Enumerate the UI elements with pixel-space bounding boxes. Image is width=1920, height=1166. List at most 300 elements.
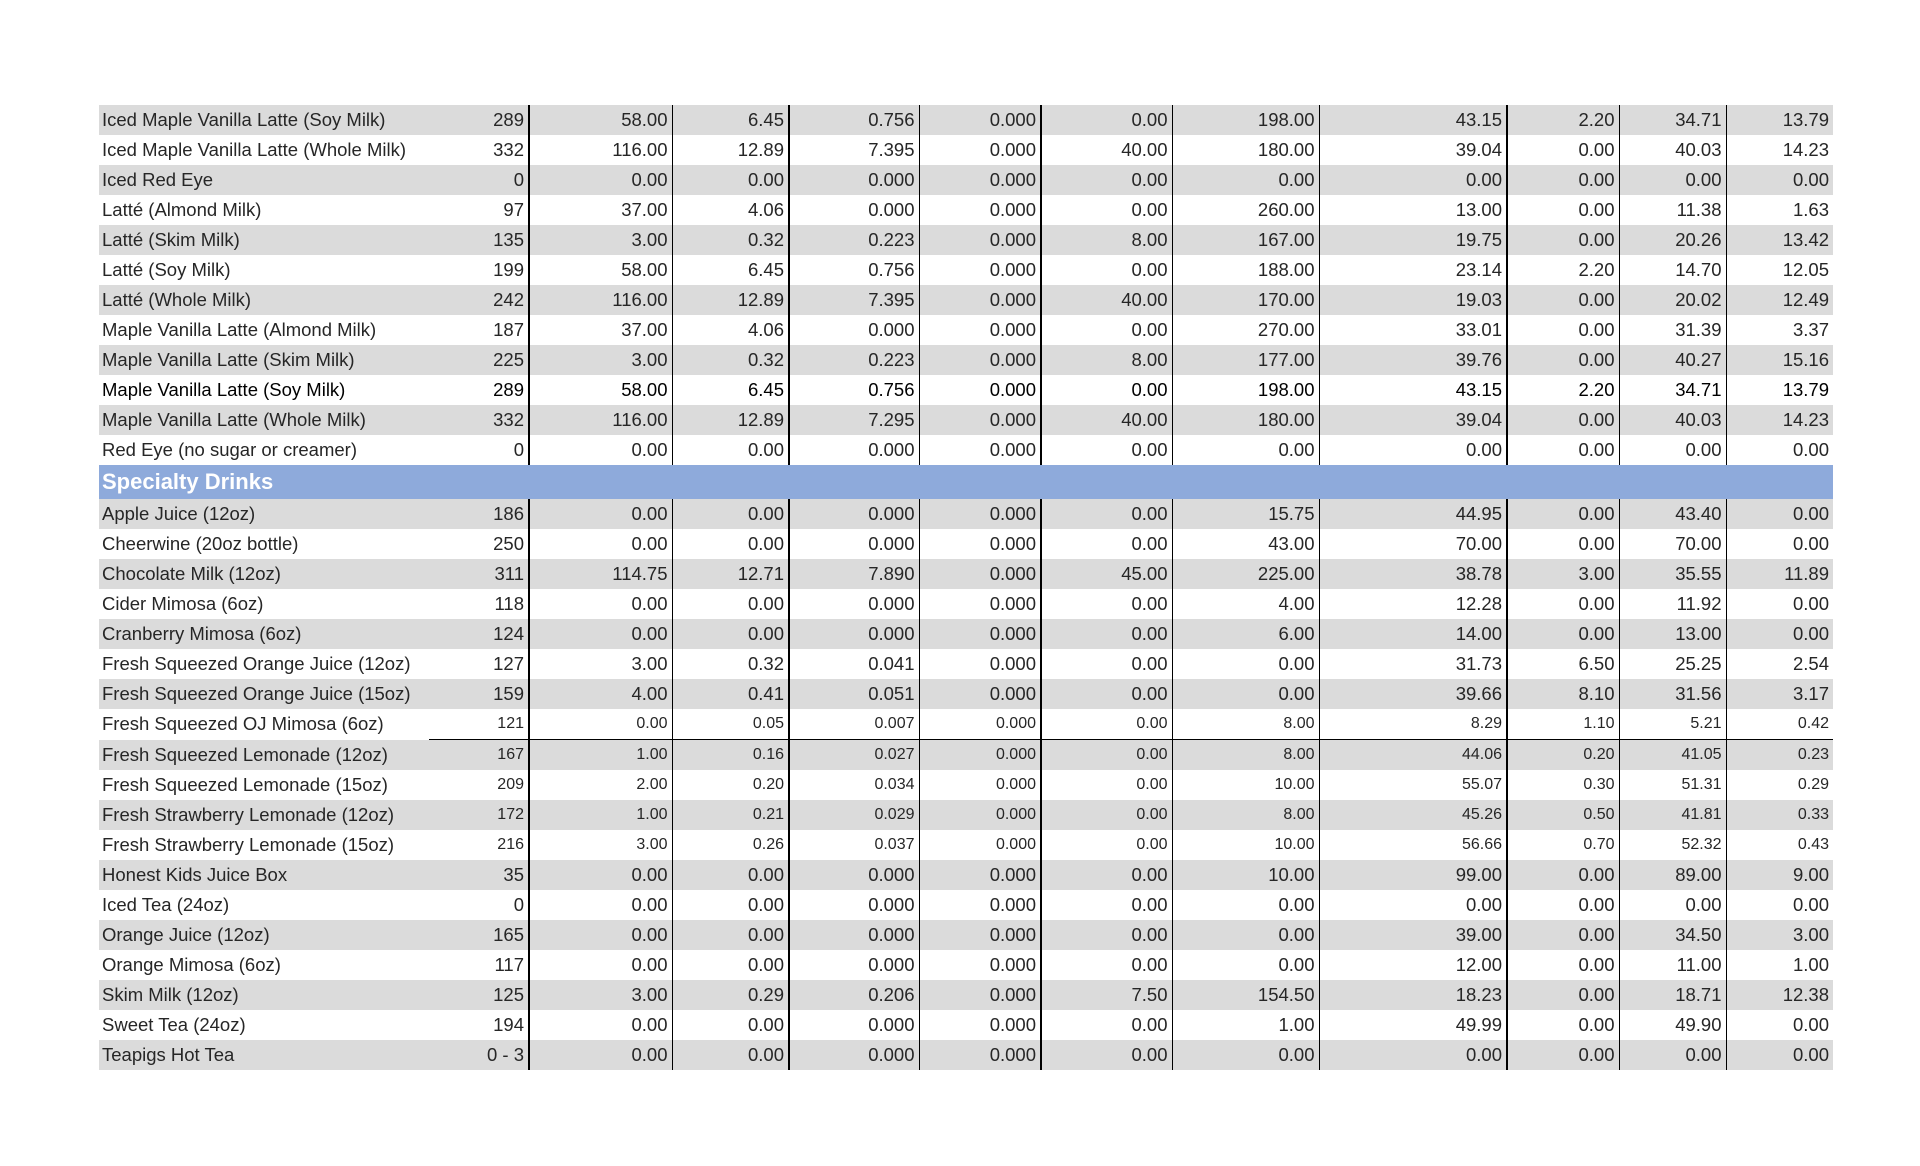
value-cell: 8.00 [1172, 709, 1319, 740]
value-cell: 159 [429, 679, 529, 709]
item-name-cell: Cranberry Mimosa (6oz) [99, 619, 429, 649]
value-cell: 0.00 [1319, 165, 1507, 195]
value-cell: 0.000 [789, 1040, 919, 1070]
value-cell: 43.40 [1619, 499, 1726, 529]
table-row [99, 709, 1833, 740]
value-cell: 4.00 [529, 679, 672, 709]
table-row [99, 1010, 1833, 1040]
value-cell: 0.00 [672, 499, 789, 529]
value-cell: 0.223 [789, 225, 919, 255]
table-row [99, 740, 1833, 771]
value-cell: 0.00 [1172, 920, 1319, 950]
table-row [99, 435, 1833, 465]
value-cell: 0.00 [1507, 619, 1619, 649]
section-title: Specialty Drinks [99, 465, 1833, 499]
value-cell: 186 [429, 499, 529, 529]
value-cell: 0.00 [1172, 165, 1319, 195]
value-cell: 0.000 [789, 890, 919, 920]
value-cell: 0.000 [789, 499, 919, 529]
value-cell: 7.395 [789, 285, 919, 315]
value-cell: 40.27 [1619, 345, 1726, 375]
value-cell: 0.41 [672, 679, 789, 709]
value-cell: 56.66 [1319, 830, 1507, 860]
value-cell: 0.00 [1041, 165, 1172, 195]
value-cell: 2.20 [1507, 105, 1619, 135]
item-name-cell: Cheerwine (20oz bottle) [102, 533, 299, 554]
value-cell: 3.00 [529, 830, 672, 860]
value-cell: 0.00 [1041, 375, 1172, 405]
value-cell: 0.000 [919, 679, 1041, 709]
value-cell: 3.00 [1507, 559, 1619, 589]
item-name-cell: Sweet Tea (24oz) [102, 1014, 246, 1035]
value-cell: 0 [429, 435, 529, 465]
value-cell: 3.00 [1726, 920, 1833, 950]
item-name-cell: Fresh Squeezed Lemonade (15oz) [102, 774, 388, 795]
value-cell: 0.000 [919, 135, 1041, 165]
value-cell: 40.00 [1041, 285, 1172, 315]
value-cell: 0.26 [672, 830, 789, 860]
value-cell: 0.00 [672, 1010, 789, 1040]
value-cell: 3.00 [529, 980, 672, 1010]
value-cell: 0.223 [789, 345, 919, 375]
value-cell: 4.00 [1172, 589, 1319, 619]
value-cell: 0.000 [919, 105, 1041, 135]
value-cell: 43.15 [1319, 105, 1507, 135]
value-cell: 34.50 [1619, 920, 1726, 950]
value-cell: 0.70 [1507, 830, 1619, 860]
value-cell: 0.000 [919, 499, 1041, 529]
value-cell: 9.00 [1726, 860, 1833, 890]
value-cell: 0.32 [672, 225, 789, 255]
value-cell: 45.26 [1319, 800, 1507, 830]
value-cell: 0.000 [789, 920, 919, 950]
value-cell: 0 [429, 165, 529, 195]
value-cell: 0.00 [1172, 950, 1319, 980]
value-cell: 125 [429, 980, 529, 1010]
value-cell: 0.00 [1041, 740, 1172, 771]
value-cell: 12.38 [1726, 980, 1833, 1010]
value-cell: 198.00 [1172, 105, 1319, 135]
value-cell: 311 [429, 559, 529, 589]
table-row [99, 1040, 1833, 1070]
item-name-cell: Fresh Squeezed Lemonade (12oz) [99, 740, 429, 771]
item-name-cell: Teapigs Hot Tea [99, 1040, 429, 1070]
value-cell: 31.73 [1319, 649, 1507, 679]
value-cell: 289 [429, 105, 529, 135]
value-cell: 0.00 [672, 435, 789, 465]
value-cell: 58.00 [529, 105, 672, 135]
value-cell: 250 [429, 529, 529, 559]
value-cell: 39.00 [1319, 920, 1507, 950]
value-cell: 40.03 [1619, 405, 1726, 435]
value-cell: 39.04 [1319, 405, 1507, 435]
value-cell: 0 - 3 [429, 1040, 529, 1070]
value-cell: 18.23 [1319, 980, 1507, 1010]
table-row [99, 950, 1833, 980]
value-cell: 187 [429, 315, 529, 345]
value-cell: 1.00 [1172, 1010, 1319, 1040]
item-name-cell: Honest Kids Juice Box [99, 860, 429, 890]
table-row [99, 559, 1833, 589]
value-cell: 39.04 [1319, 135, 1507, 165]
value-cell: 13.79 [1782, 379, 1829, 400]
section-header-row [99, 465, 1833, 499]
value-cell: 216 [429, 830, 529, 860]
item-name-cell: Latté (Soy Milk) [102, 259, 231, 280]
value-cell: 12.49 [1726, 285, 1833, 315]
value-cell: 37.00 [529, 195, 672, 225]
value-cell: 7.295 [789, 405, 919, 435]
value-cell: 8.00 [1041, 225, 1172, 255]
value-cell: 12.05 [1782, 259, 1829, 280]
value-cell: 0.00 [672, 920, 789, 950]
value-cell: 51.31 [1619, 770, 1726, 800]
table-row [99, 315, 1833, 345]
value-cell: 33.01 [1319, 315, 1507, 345]
value-cell: 13.00 [1619, 619, 1726, 649]
value-cell: 0.000 [919, 980, 1041, 1010]
value-cell: 0.00 [672, 1040, 789, 1070]
value-cell: 1.63 [1792, 199, 1829, 220]
table-row [99, 619, 1833, 649]
value-cell: 1.00 [529, 740, 672, 771]
table-row [99, 920, 1833, 950]
value-cell: 0.037 [789, 830, 919, 860]
value-cell: 135 [429, 225, 529, 255]
value-cell: 0.32 [672, 345, 789, 375]
value-cell: 0.000 [919, 860, 1041, 890]
value-cell: 35.55 [1619, 559, 1726, 589]
table-row [99, 375, 1833, 405]
value-cell: 23.14 [1319, 255, 1507, 285]
value-cell: 0.000 [919, 529, 1041, 559]
value-cell: 225 [429, 345, 529, 375]
value-cell: 0.00 [529, 860, 672, 890]
table-body-top [99, 105, 1833, 465]
table-row [99, 830, 1833, 860]
value-cell: 0.30 [1507, 770, 1619, 800]
table-row [99, 980, 1833, 1010]
value-cell: 194 [429, 1010, 529, 1040]
value-cell: 0.000 [919, 255, 1041, 285]
value-cell: 116.00 [529, 135, 672, 165]
value-cell: 12.00 [1319, 950, 1507, 980]
value-cell: 0.000 [789, 619, 919, 649]
value-cell: 270.00 [1172, 315, 1319, 345]
value-cell: 0.00 [1619, 165, 1726, 195]
value-cell: 58.00 [529, 255, 672, 285]
item-name-cell: Latté (Almond Milk) [102, 199, 262, 220]
value-cell: 25.25 [1619, 649, 1726, 679]
value-cell: 0.00 [529, 165, 672, 195]
value-cell: 1.00 [529, 800, 672, 830]
item-name-cell: Iced Maple Vanilla Latte (Soy Milk) [99, 105, 429, 135]
value-cell: 0.00 [1041, 499, 1172, 529]
value-cell: 0.00 [1507, 499, 1619, 529]
value-cell: 1.10 [1507, 709, 1619, 740]
value-cell: 0.50 [1507, 800, 1619, 830]
value-cell: 0.00 [529, 435, 672, 465]
value-cell: 242 [429, 285, 529, 315]
value-cell: 6.45 [672, 375, 789, 405]
value-cell: 11.00 [1619, 950, 1726, 980]
value-cell: 0.00 [1041, 255, 1172, 285]
value-cell: 13.42 [1726, 225, 1833, 255]
table-row [99, 195, 1833, 225]
value-cell: 0.00 [1507, 195, 1619, 225]
item-name-cell: Iced Red Eye [99, 165, 429, 195]
value-cell: 0.00 [529, 709, 672, 740]
value-cell: 14.23 [1726, 405, 1833, 435]
value-cell: 0.00 [672, 950, 789, 980]
value-cell: 99.00 [1319, 860, 1507, 890]
value-cell: 0.00 [1041, 1010, 1172, 1040]
value-cell: 44.06 [1319, 740, 1507, 771]
value-cell: 0.000 [919, 890, 1041, 920]
value-cell: 0.000 [919, 950, 1041, 980]
value-cell: 0.00 [1172, 679, 1319, 709]
value-cell: 8.00 [1172, 740, 1319, 771]
value-cell: 0.00 [1041, 435, 1172, 465]
table-row [99, 649, 1833, 679]
value-cell: 0.29 [672, 980, 789, 1010]
item-name-cell: Iced Maple Vanilla Latte (Whole Milk) [102, 139, 407, 160]
value-cell: 3.00 [529, 225, 672, 255]
value-cell: 154.50 [1172, 980, 1319, 1010]
value-cell: 5.21 [1619, 709, 1726, 740]
value-cell: 0.00 [1792, 593, 1829, 614]
value-cell: 2.00 [529, 770, 672, 800]
value-cell: 289 [429, 375, 529, 405]
value-cell: 7.395 [789, 135, 919, 165]
item-name-cell: Chocolate Milk (12oz) [99, 559, 429, 589]
item-name-cell: Skim Milk (12oz) [99, 980, 429, 1010]
value-cell: 0.00 [529, 950, 672, 980]
value-cell: 0.00 [1041, 890, 1172, 920]
value-cell: 34.71 [1619, 375, 1726, 405]
value-cell: 0.000 [789, 165, 919, 195]
value-cell: 118 [429, 589, 529, 619]
item-name-cell: Maple Vanilla Latte (Skim Milk) [99, 345, 429, 375]
table-row [99, 860, 1833, 890]
value-cell: 0.00 [529, 920, 672, 950]
value-cell: 0.33 [1726, 800, 1833, 830]
nutrition-table [99, 105, 1833, 1070]
value-cell: 0.000 [919, 195, 1041, 225]
value-cell: 0.00 [1507, 950, 1619, 980]
value-cell: 0.00 [1507, 345, 1619, 375]
value-cell: 0.00 [1507, 890, 1619, 920]
value-cell: 2.20 [1507, 255, 1619, 285]
value-cell: 0.000 [789, 195, 919, 225]
value-cell: 0.000 [919, 589, 1041, 619]
value-cell: 0.00 [1507, 315, 1619, 345]
value-cell: 0.16 [672, 740, 789, 771]
value-cell: 124 [429, 619, 529, 649]
value-cell: 0.00 [1726, 619, 1833, 649]
value-cell: 14.70 [1619, 255, 1726, 285]
table-body-bottom [99, 499, 1833, 1070]
value-cell: 0.756 [789, 375, 919, 405]
value-cell: 4.06 [672, 195, 789, 225]
item-name-cell: Fresh Strawberry Lemonade (12oz) [99, 800, 429, 830]
value-cell: 0.000 [919, 619, 1041, 649]
value-cell: 0.00 [1507, 860, 1619, 890]
value-cell: 0.00 [1507, 405, 1619, 435]
value-cell: 116.00 [529, 285, 672, 315]
value-cell: 14.23 [1782, 139, 1829, 160]
value-cell: 225.00 [1172, 559, 1319, 589]
value-cell: 0.000 [919, 649, 1041, 679]
value-cell: 0.000 [789, 950, 919, 980]
value-cell: 0.29 [1797, 776, 1829, 793]
value-cell: 0.43 [1797, 836, 1829, 853]
value-cell: 0.00 [1041, 679, 1172, 709]
value-cell: 49.99 [1319, 1010, 1507, 1040]
value-cell: 20.26 [1619, 225, 1726, 255]
value-cell: 3.17 [1726, 679, 1833, 709]
value-cell: 0.00 [1041, 195, 1172, 225]
value-cell: 0.00 [672, 890, 789, 920]
value-cell: 43.00 [1172, 529, 1319, 559]
value-cell: 0.00 [1792, 894, 1829, 915]
value-cell: 10.00 [1172, 860, 1319, 890]
value-cell: 40.00 [1041, 405, 1172, 435]
value-cell: 40.03 [1619, 135, 1726, 165]
value-cell: 0.00 [1507, 980, 1619, 1010]
value-cell: 0.00 [1507, 920, 1619, 950]
value-cell: 0.00 [1507, 165, 1619, 195]
value-cell: 114.75 [529, 559, 672, 589]
value-cell: 0 [429, 890, 529, 920]
value-cell: 70.00 [1319, 529, 1507, 559]
value-cell: 0.00 [1172, 890, 1319, 920]
value-cell: 38.78 [1319, 559, 1507, 589]
value-cell: 41.81 [1619, 800, 1726, 830]
value-cell: 0.00 [1041, 920, 1172, 950]
value-cell: 13.79 [1726, 105, 1833, 135]
value-cell: 0.00 [529, 1010, 672, 1040]
value-cell: 167.00 [1172, 225, 1319, 255]
value-cell: 15.16 [1726, 345, 1833, 375]
value-cell: 19.03 [1319, 285, 1507, 315]
value-cell: 116.00 [529, 405, 672, 435]
table-row [99, 285, 1833, 315]
value-cell: 0.000 [919, 920, 1041, 950]
value-cell: 0.00 [1041, 860, 1172, 890]
value-cell: 260.00 [1172, 195, 1319, 225]
value-cell: 0.00 [1041, 589, 1172, 619]
table-row [99, 589, 1833, 619]
value-cell: 0.20 [1507, 740, 1619, 771]
value-cell: 7.890 [789, 559, 919, 589]
value-cell: 12.71 [672, 559, 789, 589]
value-cell: 0.000 [789, 1010, 919, 1040]
value-cell: 10.00 [1172, 830, 1319, 860]
value-cell: 12.28 [1319, 589, 1507, 619]
table-row [99, 770, 1833, 800]
value-cell: 49.90 [1619, 1010, 1726, 1040]
value-cell: 0.000 [919, 345, 1041, 375]
value-cell: 3.37 [1792, 319, 1829, 340]
value-cell: 0.000 [919, 285, 1041, 315]
value-cell: 0.000 [919, 1010, 1041, 1040]
value-cell: 165 [429, 920, 529, 950]
value-cell: 332 [429, 405, 529, 435]
value-cell: 40.00 [1041, 135, 1172, 165]
item-name-cell: Fresh Squeezed Orange Juice (15oz) [99, 679, 429, 709]
value-cell: 8.00 [1172, 800, 1319, 830]
value-cell: 14.00 [1319, 619, 1507, 649]
value-cell: 0.206 [789, 980, 919, 1010]
value-cell: 10.00 [1172, 770, 1319, 800]
value-cell: 0.029 [789, 800, 919, 830]
value-cell: 0.00 [1041, 1040, 1172, 1070]
value-cell: 0.00 [1619, 1040, 1726, 1070]
value-cell: 2.54 [1792, 653, 1829, 674]
value-cell: 0.000 [919, 830, 1041, 860]
value-cell: 0.00 [1041, 315, 1172, 345]
item-name-cell: Maple Vanilla Latte (Soy Milk) [102, 379, 346, 400]
value-cell: 4.06 [672, 315, 789, 345]
value-cell: 45.00 [1041, 559, 1172, 589]
table-row [99, 529, 1833, 559]
value-cell: 0.00 [1041, 619, 1172, 649]
item-name-cell: Cider Mimosa (6oz) [102, 593, 264, 614]
value-cell: 188.00 [1172, 255, 1319, 285]
value-cell: 52.32 [1619, 830, 1726, 860]
value-cell: 15.75 [1172, 499, 1319, 529]
value-cell: 0.00 [1319, 435, 1507, 465]
value-cell: 97 [429, 195, 529, 225]
value-cell: 0.00 [1507, 1010, 1619, 1040]
value-cell: 0.00 [1041, 529, 1172, 559]
value-cell: 0.00 [529, 619, 672, 649]
value-cell: 0.051 [789, 679, 919, 709]
item-name-cell: Fresh Strawberry Lemonade (15oz) [102, 834, 395, 855]
value-cell: 1.00 [1792, 954, 1829, 975]
value-cell: 39.66 [1319, 679, 1507, 709]
value-cell: 0.000 [919, 435, 1041, 465]
value-cell: 6.45 [672, 105, 789, 135]
value-cell: 43.15 [1319, 375, 1507, 405]
value-cell: 0.00 [1172, 435, 1319, 465]
value-cell: 8.00 [1041, 345, 1172, 375]
value-cell: 0.00 [1041, 649, 1172, 679]
value-cell: 12.89 [672, 405, 789, 435]
value-cell: 172 [429, 800, 529, 830]
value-cell: 0.000 [789, 435, 919, 465]
value-cell: 0.000 [919, 165, 1041, 195]
value-cell: 0.000 [919, 709, 1041, 740]
value-cell: 0.00 [529, 890, 672, 920]
value-cell: 34.71 [1619, 105, 1726, 135]
value-cell: 0.00 [1172, 1040, 1319, 1070]
table-row [99, 255, 1833, 285]
value-cell: 0.027 [789, 740, 919, 771]
value-cell: 0.21 [672, 800, 789, 830]
value-cell: 121 [429, 709, 529, 740]
value-cell: 6.45 [672, 255, 789, 285]
value-cell: 0.00 [1507, 225, 1619, 255]
value-cell: 0.000 [919, 740, 1041, 771]
value-cell: 35 [429, 860, 529, 890]
value-cell: 0.034 [789, 770, 919, 800]
value-cell: 37.00 [529, 315, 672, 345]
value-cell: 12.89 [672, 285, 789, 315]
value-cell: 11.89 [1726, 559, 1833, 589]
value-cell: 70.00 [1619, 529, 1726, 559]
